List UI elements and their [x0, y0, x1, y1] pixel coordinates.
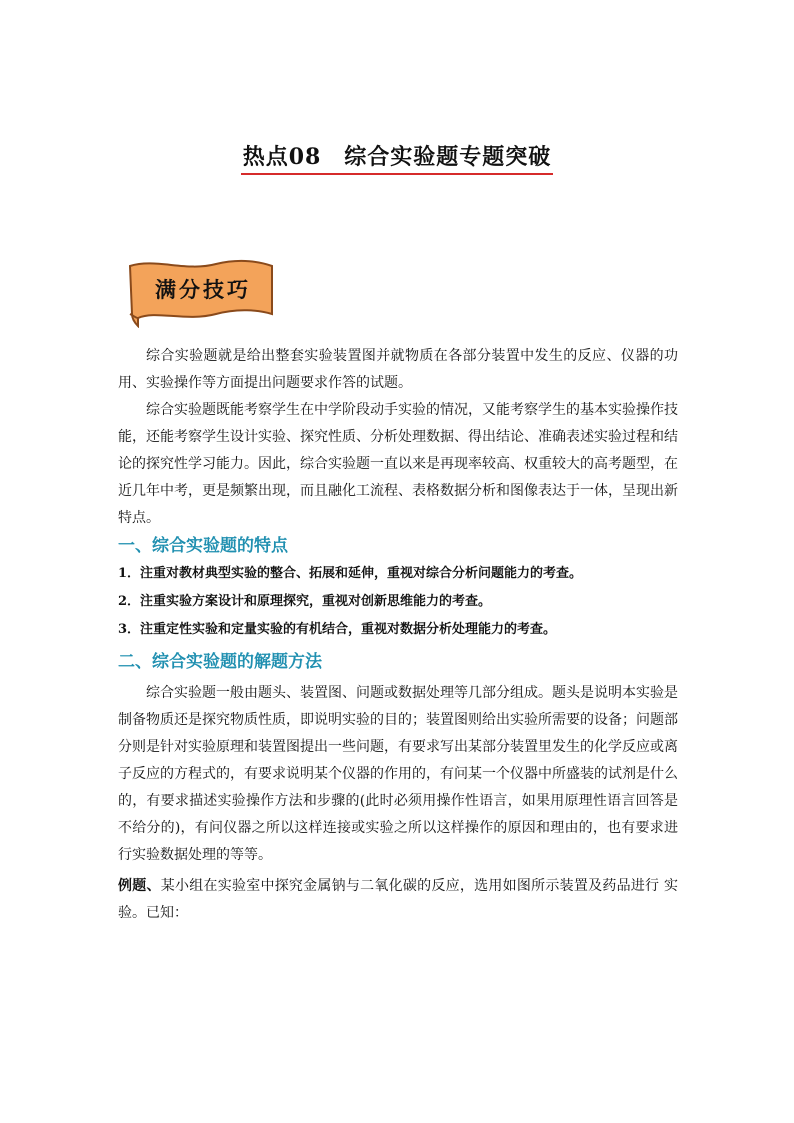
intro-paragraph-1: 综合实验题就是给出整套实验装置图并就物质在各部分装置中发生的反应、仪器的功用、实验操作等方面提出问题要求作答的试题。 — [118, 348, 678, 391]
intro-paragraph-2: 综合实验题既能考察学生在中学阶段动手实验的情况，又能考察学生的基本实验操作技能，还能考察学生设计实验、探究性质、分析处理数据、得出结论、准确表述实验过程和结论的探究性学习能力。因此，综合实验题一直以来是再现率较高、权重较大的高考题型，在近几年中考，更是频繁出现，而且融化工流程、表格数据分析和图像表达于一体，呈现出新特点。 — [118, 402, 678, 526]
feature-point-2: 2．注重实验方案设计和原理探究，重视对创新思维能力的考查。 — [118, 594, 492, 609]
page-title-text: 热点08 综合实验题专题突破 — [241, 140, 554, 175]
section-heading-methods: 二、综合实验题的解题方法 — [118, 652, 322, 672]
section-heading-features: 一、综合实验题的特点 — [118, 536, 288, 556]
main-content — [118, 343, 678, 927]
banner-label: 满分技巧 — [155, 278, 251, 302]
feature-point-1: 1．注重对教材典型实验的整合、拓展和延伸，重视对综合分析问题能力的考查。 — [118, 566, 583, 581]
example-paragraph — [118, 873, 678, 927]
page-title — [0, 140, 794, 175]
feature-point-3: 3．注重定性实验和定量实验的有机结合，重视对数据分析处理能力的考查。 — [118, 622, 557, 637]
example-text: 某小组在实验室中探究金属钠与二氧化碳的反应，选用如图所示装置及药品进行 实验。已知： — [118, 878, 678, 921]
methods-paragraph: 综合实验题一般由题头、装置图、问题或数据处理等几部分组成。题头是说明本实验是制备物质还是探究物质性质，即说明实验的目的；装置图则给出实验所需要的设备；问题部分则是针对实验原理和装置图提出一些问题，有要求写出某部分装置里发生的化学反应或离子反应的方程式的，有要求说明某个仪器的作用的，有问某一个仪器中所盛装的试剂是什么的，有要求描述实验操作方法和步骤的(此时必须用操作性语言，如果用原理性语言回答是不给分的)，有问仪器之所以这样连接或实验之所以这样操作的原因和理由的，也有要求进行实验数据处理的等等。 — [118, 685, 678, 863]
example-label: 例题、 — [118, 878, 161, 894]
skill-banner — [126, 256, 276, 328]
